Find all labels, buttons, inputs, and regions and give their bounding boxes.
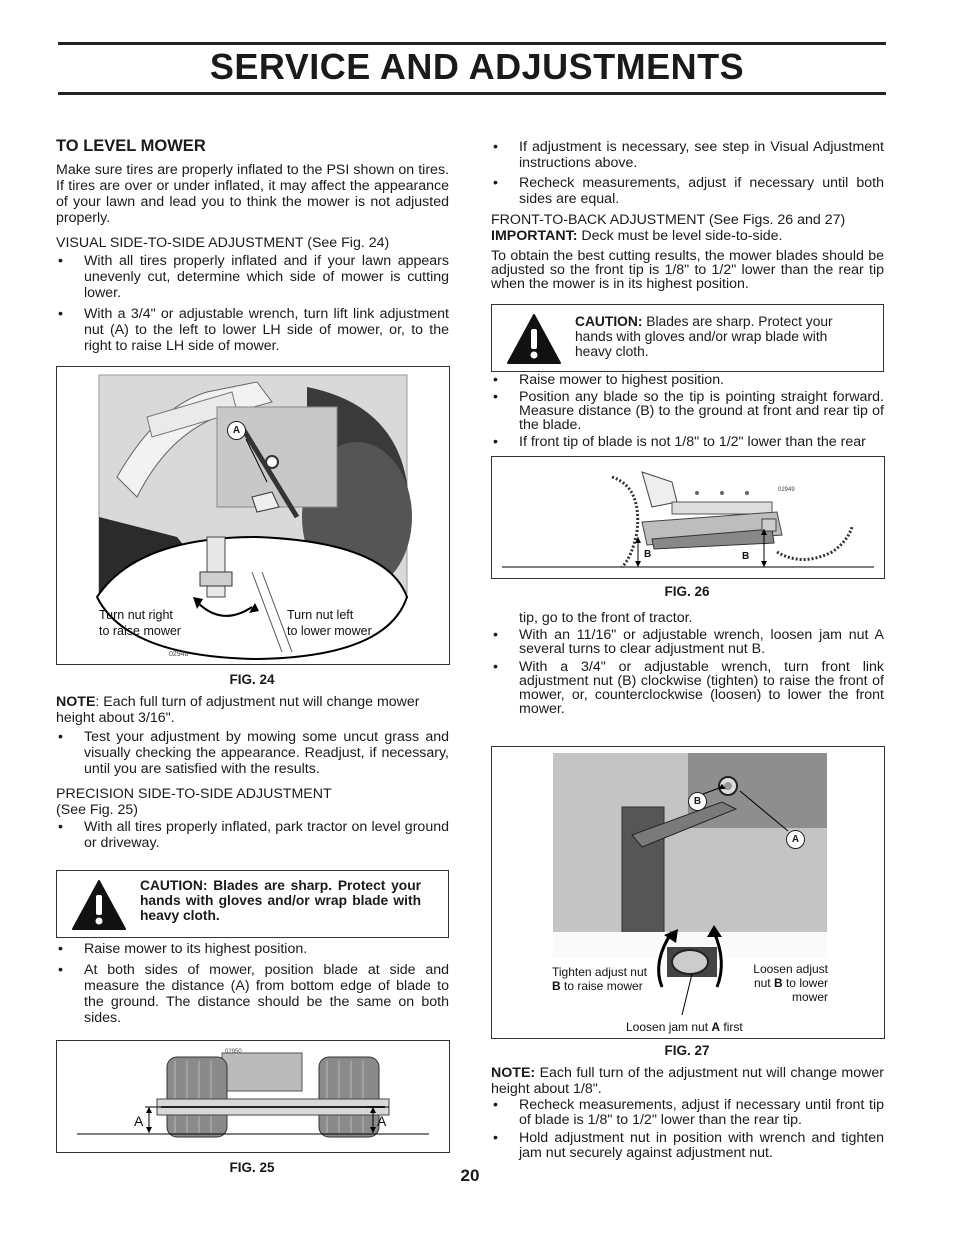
fig25-label-right: A xyxy=(377,1113,387,1129)
fig27-caption: FIG. 27 xyxy=(664,1043,710,1058)
warning-icon xyxy=(506,313,562,365)
fig24-label-left-1: Turn nut left xyxy=(287,608,354,622)
header-bottom-rule xyxy=(58,92,886,95)
fig26-illustration xyxy=(492,457,884,578)
fig25-code: 02950 xyxy=(225,1049,242,1055)
left-column-top xyxy=(56,138,449,354)
caution-box-left xyxy=(56,870,449,938)
fig27-jam-label xyxy=(626,1020,743,1035)
list-item: • If front tip of blade is not 1/8" to 1/2" lower than the rear xyxy=(491,434,884,450)
precision-title: PRECISION SIDE-TO-SIDE ADJUSTMENT xyxy=(56,786,332,802)
list-item: • Raise mower to highest position. xyxy=(491,372,884,388)
right-column-top xyxy=(491,139,884,291)
list-item: • If adjustment is necessary, see step in Visual Adjustment instructions above. xyxy=(491,139,884,171)
fig27-loosen-label xyxy=(742,962,828,1004)
note-label-right: NOTE: xyxy=(491,1065,536,1081)
note-text: : Each full turn of adjustment nut will change mower height about 3/16". xyxy=(56,694,420,726)
final-bullets xyxy=(491,1098,884,1160)
left-column-mid xyxy=(56,694,449,851)
fig27-callout-b: B xyxy=(688,792,707,811)
fig26-caption: FIG. 26 xyxy=(664,584,710,599)
precision-bullets xyxy=(56,819,449,851)
list-item: • Position any blade so the tip is pointing straight forward. Measure distance (B) to the ground at front and rear tip of the blade. xyxy=(491,390,884,432)
jam-text-2: first xyxy=(720,1020,743,1034)
caution-body: Blades are sharp. Protect your hands with gloves and/or wrap blade with heavy cloth. xyxy=(575,314,833,359)
fig24-label-left-2: to lower mower xyxy=(287,624,372,638)
fig26-label-b-rear: B xyxy=(742,551,750,562)
mid-bullets xyxy=(491,372,884,450)
caution-text-right xyxy=(575,314,865,359)
test-bullets xyxy=(56,729,449,777)
figure-25 xyxy=(56,1040,450,1153)
best-results-paragraph: To obtain the best cutting results, the mower blades should be adjusted so the front tip is 1/8" to 1/2" lower than the rear tip when the mower is in its highest position. xyxy=(491,248,884,292)
list-item: • With all tires properly inflated and if your lawn appears unevenly cut, determine which side of mower is cutting lower. xyxy=(56,253,449,301)
caution-box-right xyxy=(491,304,884,372)
ftb-title: FRONT-TO-BACK ADJUSTMENT (See Figs. 26 and 27) xyxy=(491,212,846,228)
important-paragraph xyxy=(491,228,884,244)
fig25-label-left: A xyxy=(134,1113,144,1129)
list-item: • With a 3/4" or adjustable wrench, turn lift link adjustment nut (A) to the left to lower LH side of mower, or, to the right to raise LH side of mower. xyxy=(56,306,449,354)
loosen-text-1: Loosen adjust xyxy=(753,962,828,976)
list-item: • Hold adjustment nut in position with wrench and tighten jam nut securely against adjustment nut. xyxy=(491,1131,884,1160)
left-column-bottom xyxy=(56,941,449,1026)
page-number: 20 xyxy=(460,1166,480,1185)
note-paragraph xyxy=(56,694,449,726)
loosen-text-3: to lower xyxy=(782,976,828,990)
caution-label: CAUTION: xyxy=(575,314,643,329)
important-text: Deck must be level side-to-side. xyxy=(577,228,783,244)
tighten-text-2: to raise mower xyxy=(560,979,643,993)
precision-subtitle: (See Fig. 25) xyxy=(56,802,139,818)
page-title: SERVICE AND ADJUSTMENTS xyxy=(209,46,745,87)
fig24-caption: FIG. 24 xyxy=(229,672,275,687)
tighten-text-1: Tighten adjust nut xyxy=(552,965,647,979)
list-item: • Recheck measurements, adjust if necessary until front tip of blade is 1/8" to 1/2" lower than the rear tip. xyxy=(491,1098,884,1127)
fig27-callout-a: A xyxy=(786,830,805,849)
visual-title: VISUAL SIDE-TO-SIDE ADJUSTMENT (See Fig. 24) xyxy=(56,235,390,251)
fig25-illustration xyxy=(57,1041,449,1152)
fig24-label-right-2: to raise mower xyxy=(99,624,181,638)
jam-text-1: Loosen jam nut xyxy=(626,1020,712,1034)
loosen-nut-b: B xyxy=(773,976,783,990)
caution-text-left: CAUTION: Blades are sharp. Protect your hands with gloves and/or wrap blade with heavy cloth. xyxy=(140,878,421,923)
intro-paragraph: Make sure tires are properly inflated to the PSI shown on tires. If tires are over or under inflated, it may affect the appearance of your lawn and lead you to think the mower is not adjusted properly. xyxy=(56,162,449,226)
fig27-tighten-label xyxy=(552,965,647,993)
list-item: • Recheck measurements, adjust if necessary until both sides are equal. xyxy=(491,175,884,207)
list-item: • At both sides of mower, position blade at side and measure the distance (A) from bottom edge of blade to the ground. The distance should be the same on both sides. xyxy=(56,962,449,1026)
note-text-right: Each full turn of the adjustment nut will change mower height about 1/8". xyxy=(491,1065,884,1097)
note-label: NOTE xyxy=(56,694,96,710)
figure-24 xyxy=(56,366,450,665)
list-item: • Raise mower to its highest position. xyxy=(56,941,449,957)
blade-bullets xyxy=(56,941,449,1026)
figure-27 xyxy=(491,746,885,1039)
figure-26 xyxy=(491,456,885,579)
fig24-callout-a: A xyxy=(227,421,246,440)
fig25-caption: FIG. 25 xyxy=(229,1160,275,1175)
fig26-code: 02949 xyxy=(778,487,795,493)
list-item: • Test your adjustment by mowing some uncut grass and visually checking the appearance. Readjust, if necessary, until you are satisfied with the results. xyxy=(56,729,449,777)
visual-bullets xyxy=(56,253,449,354)
right-column-bottom xyxy=(491,1065,884,1160)
right-column-mid xyxy=(491,372,884,450)
list-item: • With a 3/4" or adjustable wrench, turn front link adjustment nut (B) clockwise (tighten) to raise the front of mower, or, counterclockwise (loosen) to lower the front mower. xyxy=(491,660,884,716)
fig26-label-b-front: B xyxy=(644,549,652,560)
fig24-code: 02948 xyxy=(169,651,189,658)
tighten-nut-b: B xyxy=(552,979,561,993)
warning-icon xyxy=(71,879,127,931)
loosen-text-4: mower xyxy=(791,990,828,1004)
note-paragraph-right xyxy=(491,1065,884,1097)
right-column-continued xyxy=(491,610,884,716)
fig24-label-right-1: Turn nut right xyxy=(99,608,173,622)
list-item: • With all tires properly inflated, park tractor on level ground or driveway. xyxy=(56,819,449,851)
list-item: • With an 11/16" or adjustable wrench, loosen jam nut A several turns to clear adjustment nut B. xyxy=(491,628,884,656)
jam-nut-a: A xyxy=(711,1020,721,1034)
header-top-rule xyxy=(58,42,886,45)
loosen-text-2: nut xyxy=(753,976,774,990)
top-bullets xyxy=(491,139,884,207)
important-label: IMPORTANT: xyxy=(491,228,578,244)
after-bullets xyxy=(491,628,884,716)
continued-text: tip, go to the front of tractor. xyxy=(519,610,693,626)
section-heading: TO LEVEL MOWER xyxy=(56,137,206,155)
